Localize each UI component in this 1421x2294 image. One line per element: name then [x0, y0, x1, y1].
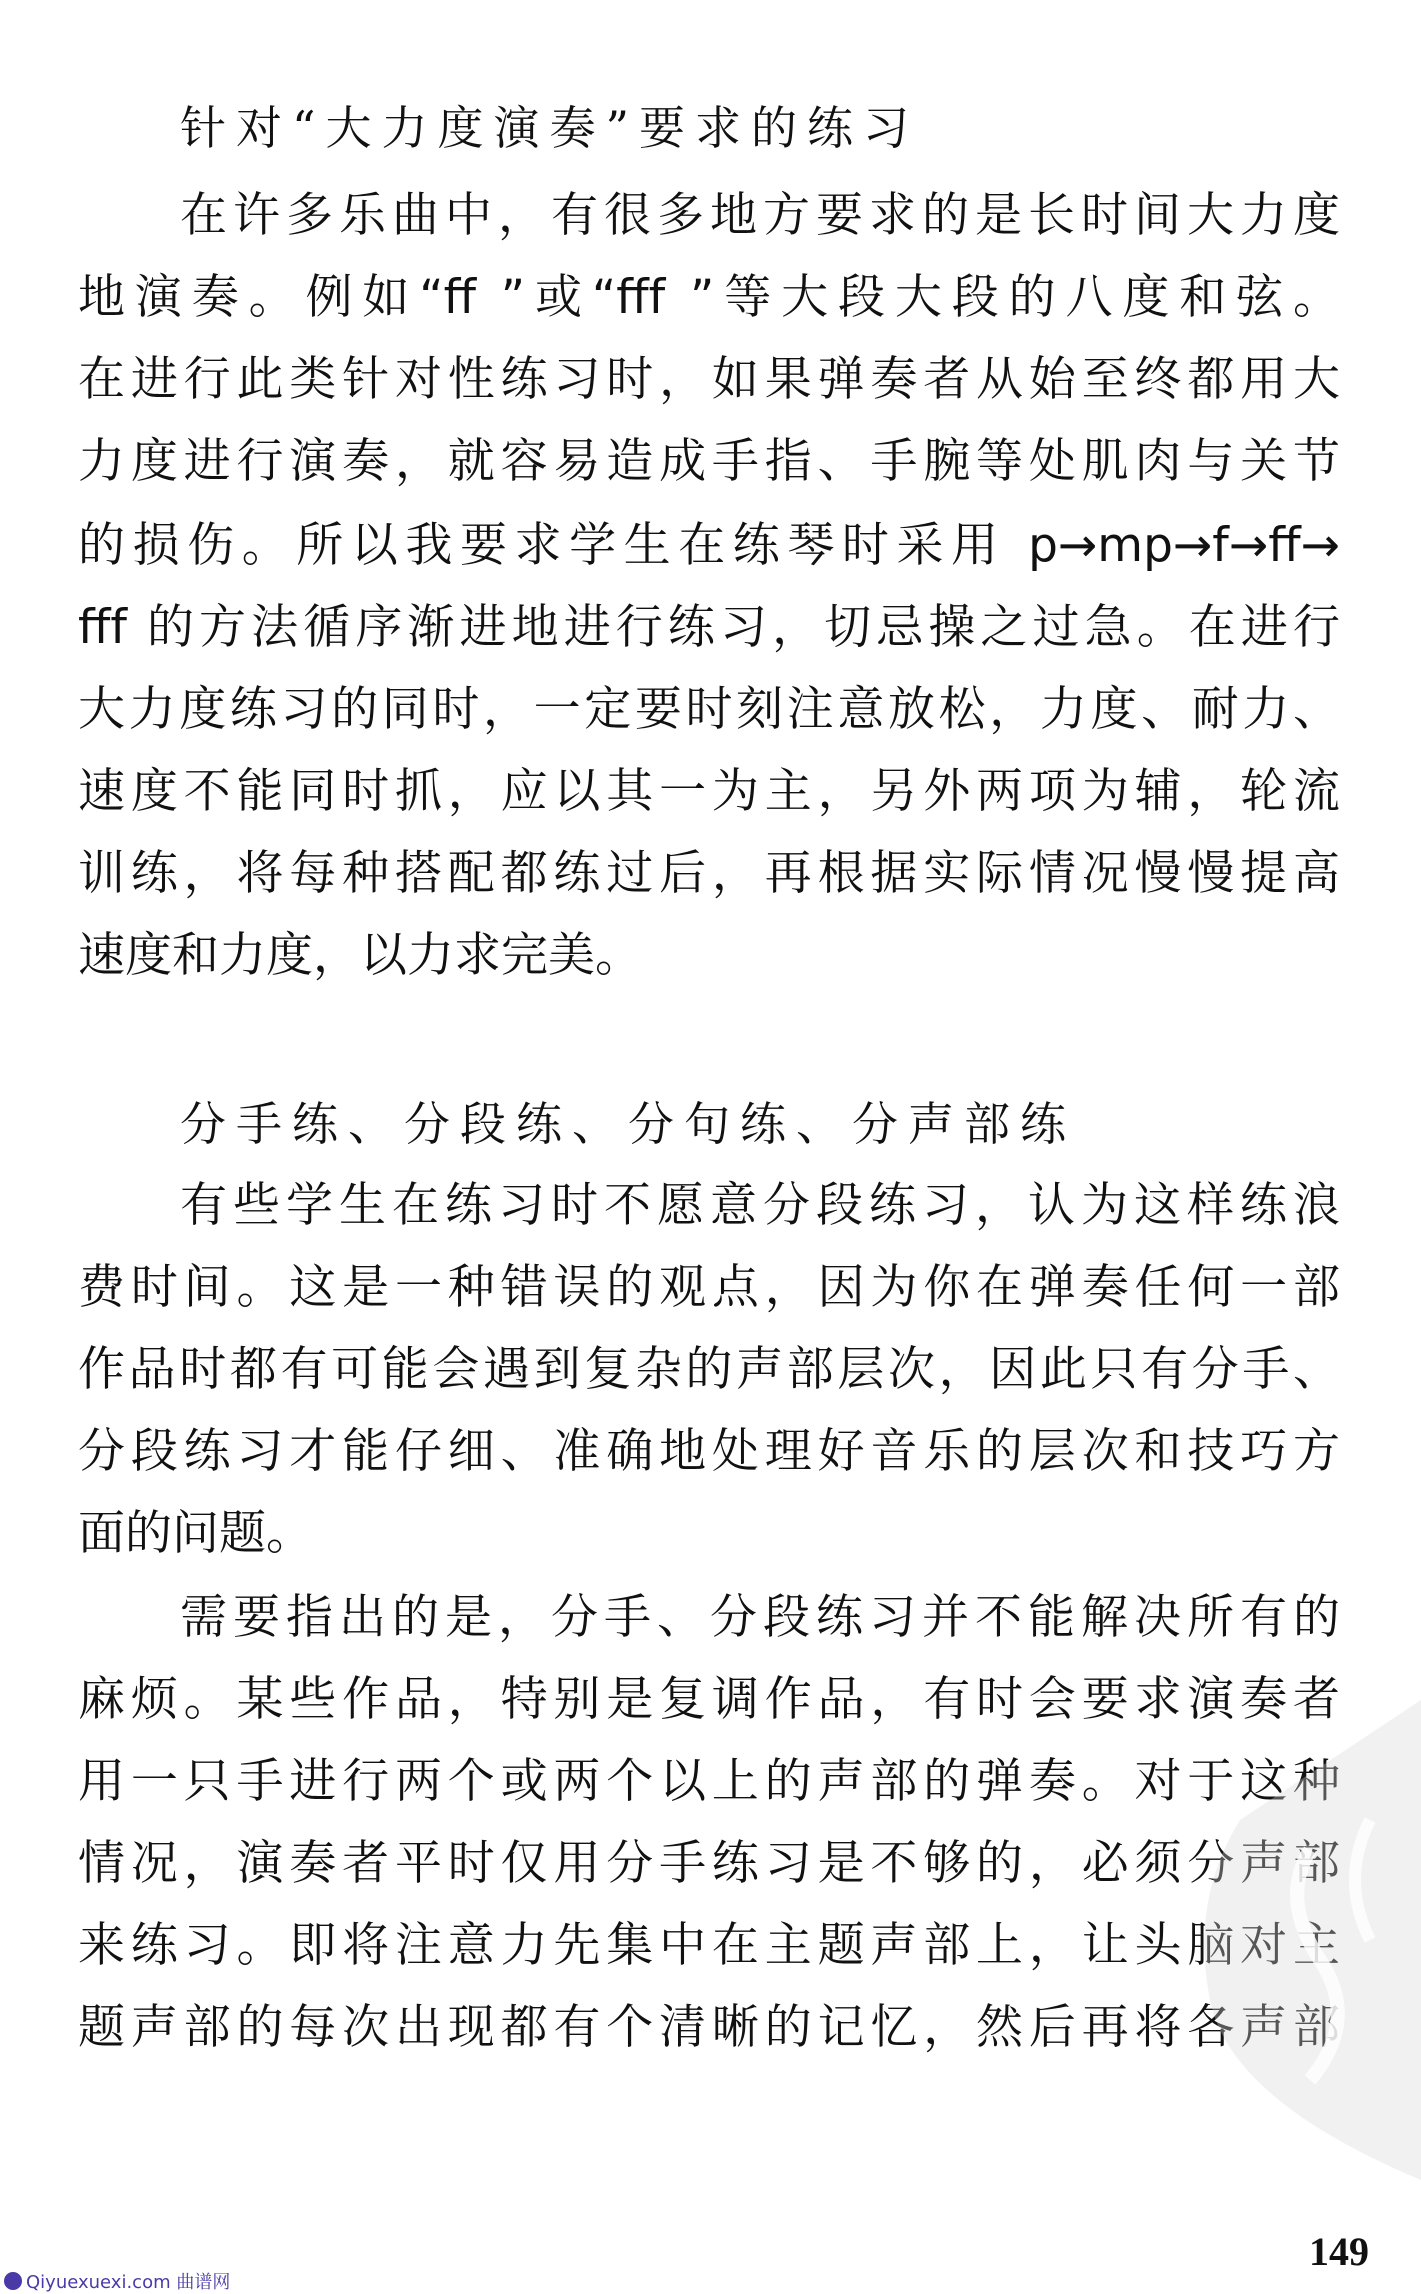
text-line: 题声部的每次出现都有个清晰的记忆，然后再将各声部: [78, 2000, 1340, 2055]
section-heading: 分手练、分段练、分句练、分声部练: [180, 1097, 1076, 1151]
text-line: 需要指出的是，分手、分段练习并不能解决所有的: [180, 1590, 1340, 1645]
text-line: 麻烦。某些作品，特别是复调作品，有时会要求演奏者: [78, 1672, 1340, 1727]
section-heading: 针对“大力度演奏”要求的练习: [180, 101, 920, 155]
site-watermark-text: Qiyuexuexi.com 曲谱网: [26, 2272, 231, 2293]
site-logo-icon: [4, 2272, 22, 2290]
text-line: 面的问题。: [78, 1506, 313, 1561]
text-line: 速度不能同时抓，应以其一为主，另外两项为辅，轮流: [78, 764, 1340, 819]
text-line: 费时间。这是一种错误的观点，因为你在弹奏任何一部: [78, 1260, 1340, 1315]
text-line: 在进行此类针对性练习时，如果弹奏者从始至终都用大: [78, 352, 1340, 407]
text-line: 大力度练习的同时，一定要时刻注意放松，力度、耐力、: [78, 682, 1340, 737]
text-line: 分段练习才能仔细、准确地处理好音乐的层次和技巧方: [78, 1424, 1340, 1479]
text-line: fff 的方法循序渐进地进行练习，切忌操之过急。在进行: [78, 600, 1340, 655]
text-line: 的损伤。所以我要求学生在练琴时采用 p→mp→f→ff→: [78, 518, 1340, 573]
text-line: 作品时都有可能会遇到复杂的声部层次，因此只有分手、: [78, 1342, 1340, 1397]
page-number: 149: [1309, 2229, 1369, 2274]
text-line: 在许多乐曲中，有很多地方要求的是长时间大力度: [180, 188, 1340, 243]
text-line: 速度和力度，以力求完美。: [78, 928, 642, 983]
seal-watermark: [1070, 1700, 1421, 2180]
text-line: 力度进行演奏，就容易造成手指、手腕等处肌肉与关节: [78, 434, 1340, 489]
text-line: 训练，将每种搭配都练过后，再根据实际情况慢慢提高: [78, 846, 1340, 901]
site-watermark: [4, 2268, 230, 2294]
text-line: 来练习。即将注意力先集中在主题声部上，让头脑对主: [78, 1918, 1340, 1973]
text-line: 用一只手进行两个或两个以上的声部的弹奏。对于这种: [78, 1754, 1340, 1809]
text-line: 有些学生在练习时不愿意分段练习，认为这样练浪: [180, 1178, 1340, 1233]
text-line: 地演奏。例如“ff ”或“fff ”等大段大段的八度和弦。: [78, 270, 1340, 325]
text-line: 情况，演奏者平时仅用分手练习是不够的，必须分声部: [78, 1836, 1340, 1891]
